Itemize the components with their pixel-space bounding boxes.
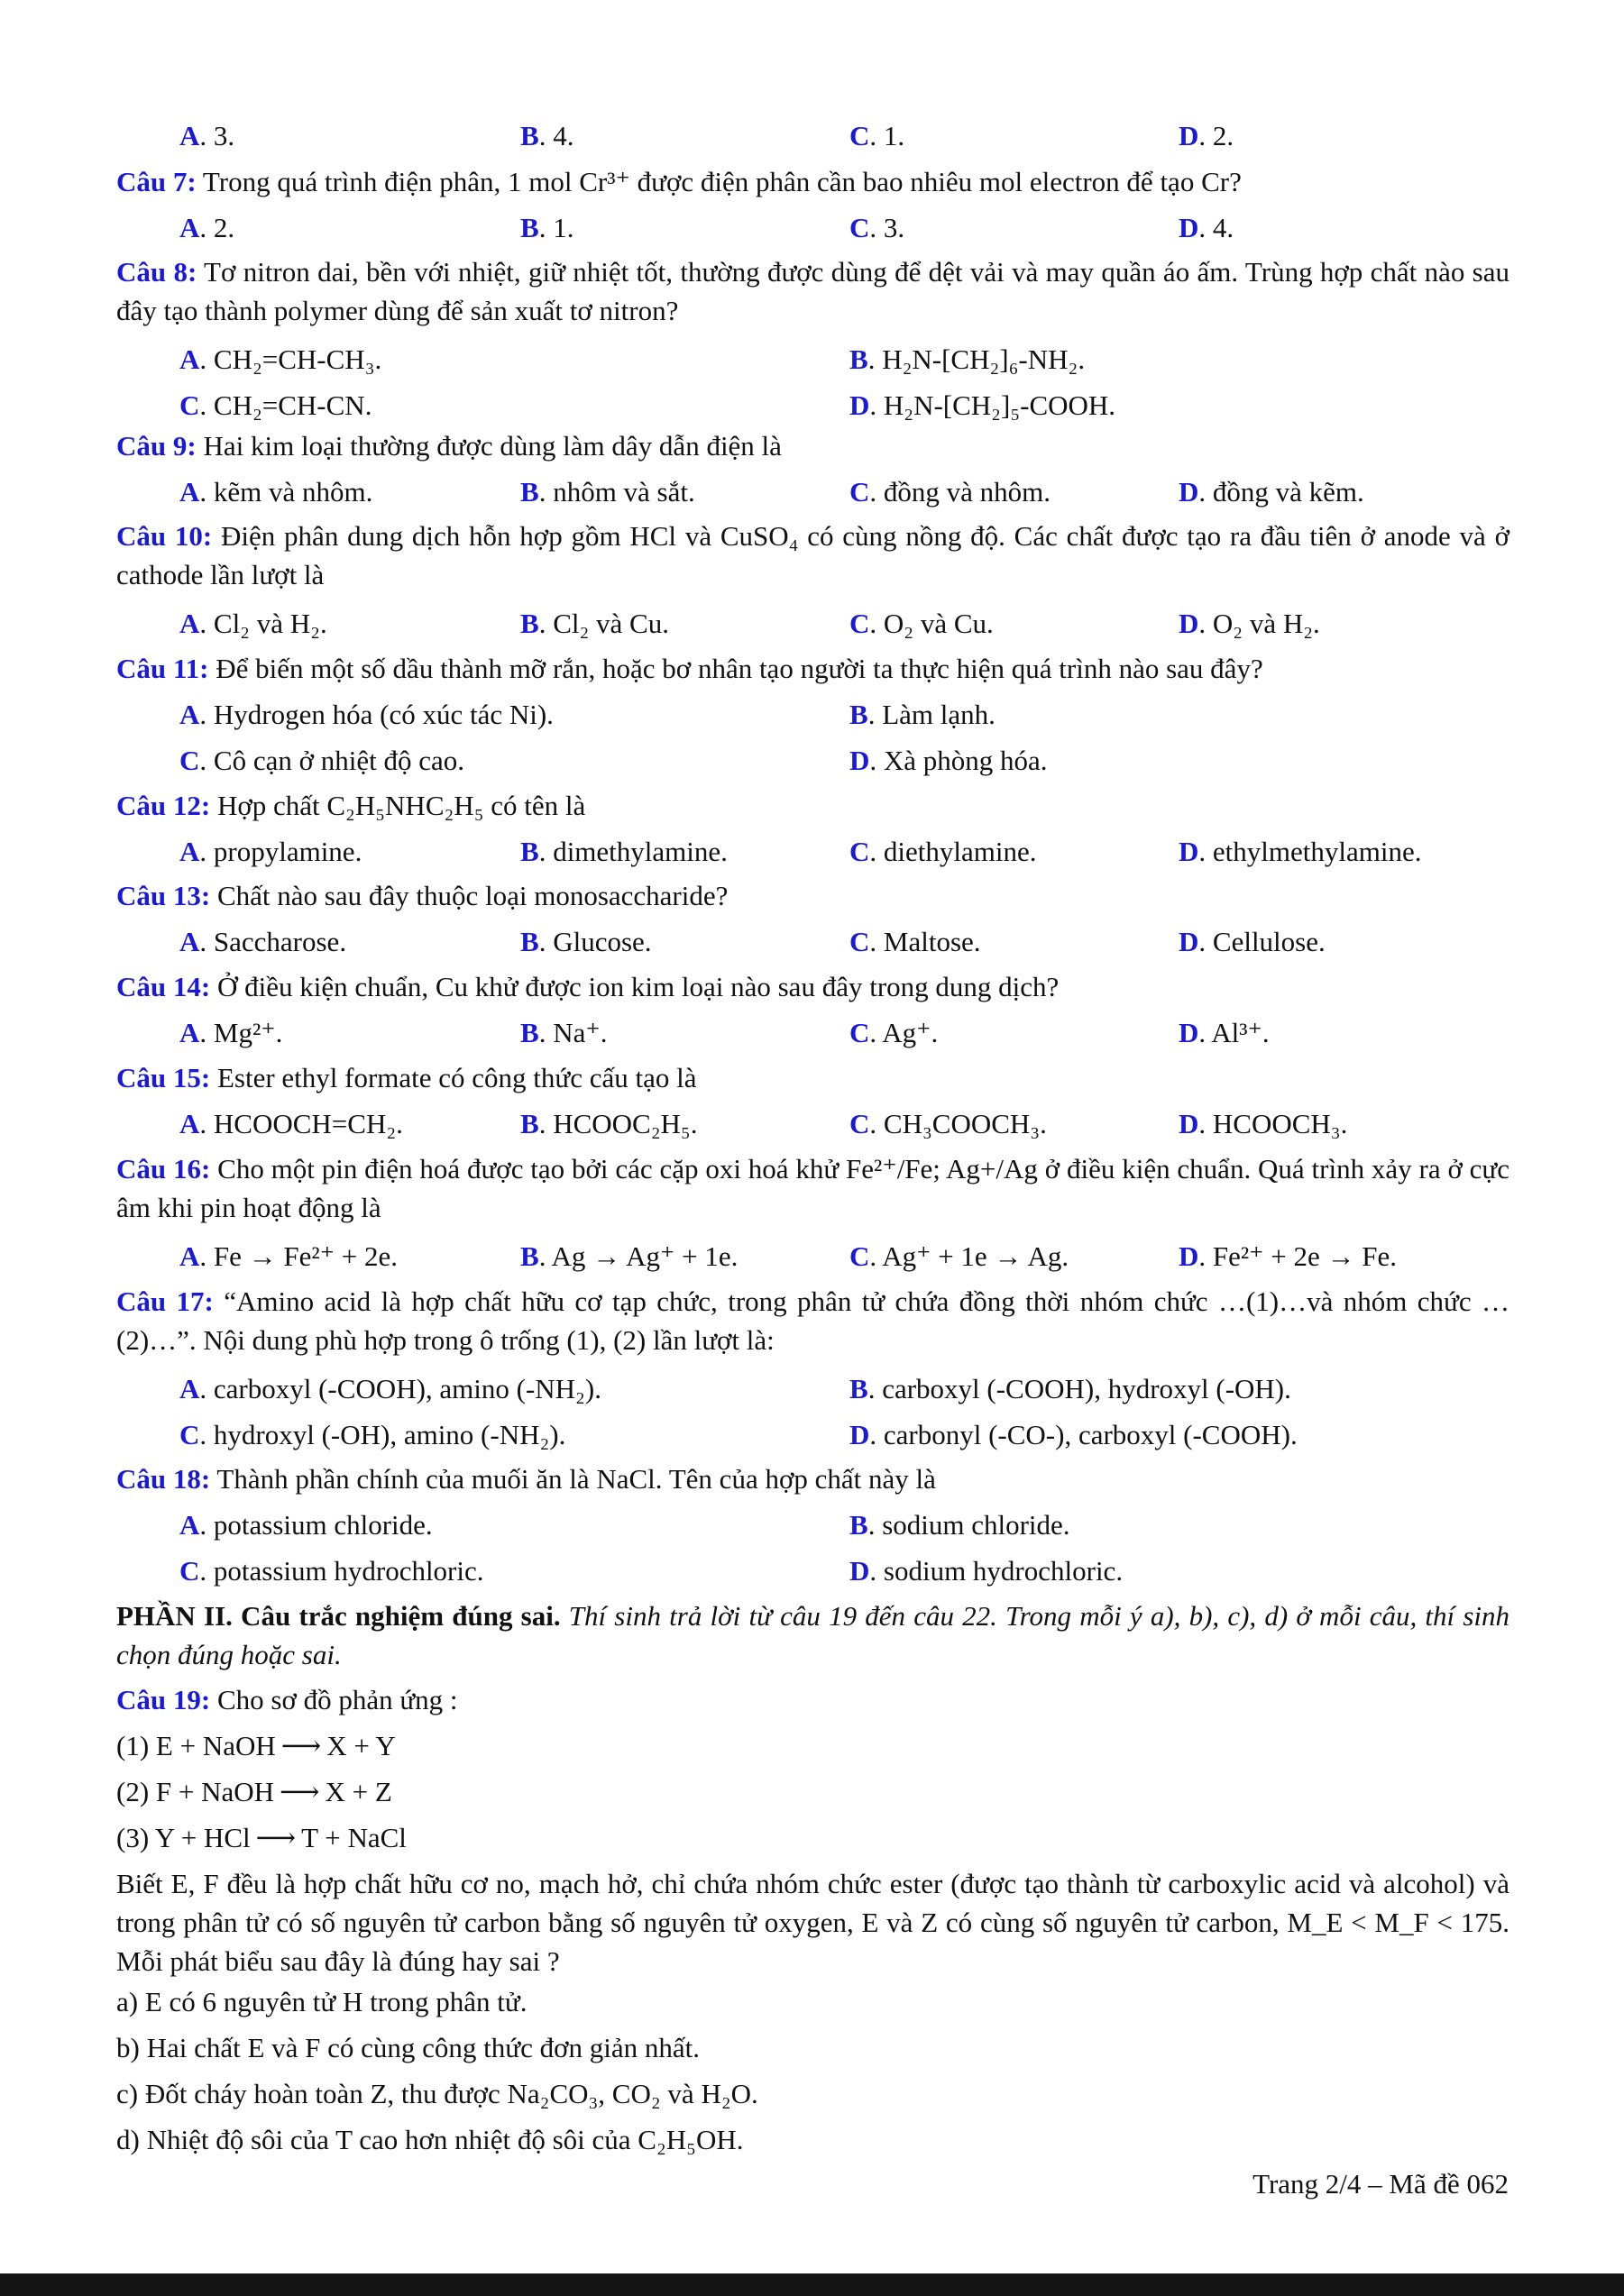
options-row [0,1368,1624,1410]
option-a: A. Hydrogen hóa (có xúc tác Ni). [179,699,554,730]
options-row [0,1236,1624,1277]
question-number: Câu 17: [116,1285,214,1317]
option-c: C. Maltose. [849,926,981,957]
options-row [0,339,1624,380]
question-number: Câu 8: [116,256,197,288]
option-a: A. Saccharose. [179,926,347,957]
option-a: A. Cl₂ và H₂. [179,608,327,639]
question-stem [116,1459,1509,1498]
options-row [0,1103,1624,1145]
options-row-q6 [0,115,1624,157]
option-d: D. 4. [1179,212,1234,243]
statement-d: d) Nhiệt độ sôi của T cao hơn nhiệt độ sôi của C₂H₅OH. [116,2124,744,2155]
statement-c: c) Đốt cháy hoàn toàn Z, thu được Na₂CO₃, CO₂ và H₂O. [116,2078,758,2109]
question-number: Câu 18: [116,1463,211,1495]
option-b: B. Glucose. [520,926,652,957]
question-stem [116,1282,1509,1359]
options-row [0,740,1624,782]
question-text: Tơ nitron dai, bền với nhiệt, giữ nhiệt tốt, thường được dùng để dệt vải và may quần áo ấm. Trùng hợp chất nào sau đây tạo thành polymer dùng để sản xuất tơ nitron? [116,256,1509,326]
question-text: Thành phần chính của muối ăn là NaCl. Tên của hợp chất này là [216,1463,936,1495]
question-stem [116,876,1509,915]
option-c: C. Ag⁺ + 1e → Ag. [849,1240,1069,1272]
question-stem [116,1058,1509,1097]
question-stem [116,786,1509,825]
option-c: C. O₂ và Cu. [849,608,994,639]
option-b: B. 4. [520,120,574,151]
options-row [0,1550,1624,1592]
options-row [0,207,1624,249]
option-b: B. Làm lạnh. [849,699,996,730]
option-d: D. Xà phòng hóa. [849,745,1048,776]
options-row [0,921,1624,963]
option-a: A. CH₂=CH-CH₃. [179,343,382,375]
question-text: Chất nào sau đây thuộc loại monosaccharide? [216,880,729,911]
options-row [0,1414,1624,1456]
question-number: Câu 13: [116,880,211,911]
question-text: Ester ethyl formate có công thức cấu tạo là [216,1062,697,1093]
option-b: B. Cl₂ và Cu. [520,608,669,639]
question-number: Câu 9: [116,430,197,462]
question-text: Điện phân dung dịch hỗn hợp gồm HCl và CuSO₄ có cùng nồng độ. Các chất được tạo ra đầu tiên ở anode và ở cathode lần lượt là [116,520,1509,590]
options-row [0,831,1624,873]
option-d: D. O₂ và H₂. [1179,608,1320,639]
option-d: D. ethylmethylamine. [1179,836,1422,867]
question-number: Câu 15: [116,1062,211,1093]
question-stem [116,517,1509,594]
option-a: A. potassium chloride. [179,1509,433,1541]
option-c: C. Cô cạn ở nhiệt độ cao. [179,745,464,776]
question-text: Để biến một số dầu thành mỡ rắn, hoặc bơ nhân tạo người ta thực hiện quá trình nào sau đây? [216,653,1263,684]
option-a: A. kẽm và nhôm. [179,476,373,508]
option-d: D. H₂N-[CH₂]₅-COOH. [849,389,1116,421]
option-c: C. Ag⁺. [849,1017,939,1048]
question-number: Câu 7: [116,166,197,197]
question-19-stem: Câu 19: Cho sơ đồ phản ứng : [116,1684,458,1715]
question-text: Ở điều kiện chuẩn, Cu khử được ion kim loại nào sau đây trong dung dịch? [216,971,1060,1002]
option-b: B. HCOOC₂H₅. [520,1108,698,1139]
option-c: C. diethylamine. [849,836,1037,867]
reaction-1: (1) E + NaOH ⟶ X + Y [116,1730,396,1761]
question-stem [116,967,1509,1006]
option-d: D. HCOOCH₃. [1179,1108,1348,1139]
question-stem [116,252,1509,330]
question-19-info: Biết E, F đều là hợp chất hữu cơ no, mạch hở, chỉ chứa nhóm chức ester (được tạo thành từ carboxylic acid và alcohol) và trong phân tử có số nguyên tử carbon bằng số nguyên tử oxygen, E và Z có cùng số nguyên tử carbon, M_E < M_F < 175. Mỗi phát biểu sau đây là đúng hay sai ? [116,1868,1509,1977]
part2-header: PHẦN II. Câu trắc nghiệm đúng sai. Thí sinh trả lời từ câu 19 đến câu 22. Trong mỗi ý a), b), c), d) ở mỗi câu, thí sinh chọn đúng hoặc sai. [116,1600,1510,1670]
question-number: Câu 12: [116,790,211,821]
option-d: D. 2. [1179,120,1234,151]
option-c: C. 1. [849,120,905,151]
option-c: C. CH₂=CH-CN. [179,389,372,421]
question-text: Trong quá trình điện phân, 1 mol Cr³⁺ được điện phân cần bao nhiêu mol electron để tạo Cr? [202,166,1242,197]
option-b: B. dimethylamine. [520,836,728,867]
option-d: D. Cellulose. [1179,926,1326,957]
page-footer: Trang 2/4 – Mã đề 062 [1252,2168,1509,2200]
options-row [0,471,1624,513]
options-row [0,603,1624,645]
option-d: D. sodium hydrochloric. [849,1555,1124,1587]
option-b: B. carboxyl (-COOH), hydroxyl (-OH). [849,1373,1291,1404]
question-text: Hợp chất C₂H₅NHC₂H₅ có tên là [216,790,586,821]
option-a: A. Mg²⁺. [179,1017,283,1048]
question-number: Câu 14: [116,971,211,1002]
option-c: C. 3. [849,212,905,243]
question-number: Câu 10: [116,520,213,552]
option-a: A. 2. [179,212,235,243]
option-a: A. propylamine. [179,836,362,867]
question-text: “Amino acid là hợp chất hữu cơ tạp chức, trong phân tử chứa đồng thời nhóm chức …(1)…và nhóm chức …(2)…”. Nội dung phù hợp trong ô trống (1), (2) lần lượt là: [116,1285,1509,1356]
option-b: B. sodium chloride. [849,1509,1070,1541]
options-row [0,385,1624,426]
option-b: B. H₂N-[CH₂]₆-NH₂. [849,343,1086,375]
options-row [0,1012,1624,1054]
question-stem [116,162,1509,201]
question-stem [116,426,1509,465]
option-b: B. Na⁺. [520,1017,608,1048]
option-b: B. nhôm và sắt. [520,476,695,508]
option-c: C. potassium hydrochloric. [179,1555,484,1587]
option-a: A. HCOOCH=CH₂. [179,1108,403,1139]
option-c: C. CH₃COOCH₃. [849,1108,1047,1139]
bottom-rule [0,2273,1624,2296]
question-text: Cho một pin điện hoá được tạo bởi các cặp oxi hoá khử Fe²⁺/Fe; Ag+/Ag ở điều kiện chuẩn. Quá trình xảy ra ở cực âm khi pin hoạt động là [116,1153,1509,1223]
option-a: A. 3. [179,120,235,151]
options-row [0,694,1624,736]
option-b: B. 1. [520,212,574,243]
question-stem [116,649,1509,688]
question-text: Hai kim loại thường được dùng làm dây dẫn điện là [203,430,782,462]
option-d: D. Fe²⁺ + 2e → Fe. [1179,1240,1398,1272]
option-a: A. Fe → Fe²⁺ + 2e. [179,1240,399,1272]
option-d: D. carbonyl (-CO-), carboxyl (-COOH). [849,1419,1298,1450]
reaction-3: (3) Y + HCl ⟶ T + NaCl [116,1822,407,1853]
option-d: D. đồng và kẽm. [1179,476,1364,508]
statement-b: b) Hai chất E và F có cùng công thức đơn giản nhất. [116,2032,700,2063]
question-number: Câu 11: [116,653,209,684]
reaction-2: (2) F + NaOH ⟶ X + Z [116,1776,392,1807]
option-c: C. hydroxyl (-OH), amino (-NH₂). [179,1419,566,1450]
question-number: Câu 16: [116,1153,211,1185]
question-stem [116,1149,1509,1227]
option-a: A. carboxyl (-COOH), amino (-NH₂). [179,1373,601,1404]
option-b: B. Ag → Ag⁺ + 1e. [520,1240,739,1272]
statement-a: a) E có 6 nguyên tử H trong phân tử. [116,1986,528,2017]
option-d: D. Al³⁺. [1179,1017,1270,1048]
option-c: C. đồng và nhôm. [849,476,1051,508]
options-row [0,1505,1624,1546]
